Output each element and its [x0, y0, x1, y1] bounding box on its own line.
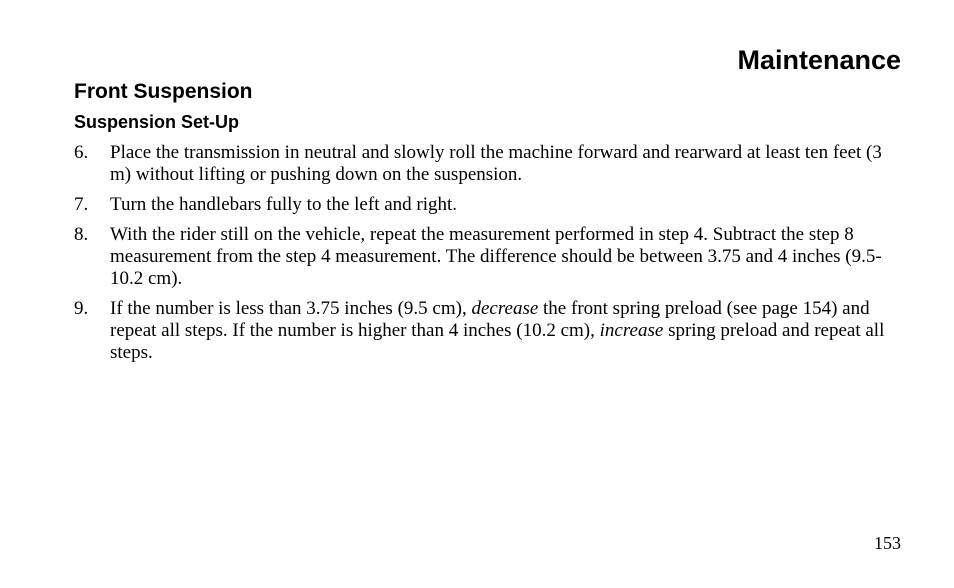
step-number: 7.: [74, 194, 89, 215]
page-number: 153: [874, 533, 901, 553]
step-9: [74, 298, 904, 364]
step-text-part: spring preload and repeat all steps.: [110, 320, 885, 363]
step-text: With the rider still on the vehicle, repeat the measurement performed in step 4. Subtract the step 8 measurement from the step 4 measurement. The difference should be between 3.75 and 4 inches (9.5-10.2 cm).: [110, 224, 882, 289]
step-8: [74, 224, 904, 290]
step-text: Place the transmission in neutral and slowly roll the machine forward and rearward at least ten feet (3 m) without lifting or pushing down on the suspension.: [110, 142, 882, 185]
step-text: [110, 298, 904, 364]
steps-list: [74, 142, 904, 372]
step-text: Turn the handlebars fully to the left and right.: [110, 194, 458, 215]
emphasis-decrease: decrease: [471, 298, 539, 319]
step-6: [74, 142, 904, 186]
section-title: Front Suspension: [74, 80, 253, 103]
step-7: [74, 194, 904, 216]
emphasis-increase: increase: [599, 320, 664, 341]
step-number: 6.: [74, 142, 89, 163]
chapter-title: Maintenance: [737, 45, 901, 75]
step-number: 8.: [74, 224, 89, 245]
step-text-part: the front spring preload (see page 154) and repeat all steps. If the number is higher than 4 inches (10.2 cm),: [110, 298, 870, 341]
subsection-title: Suspension Set-Up: [74, 112, 240, 132]
step-number: 9.: [74, 298, 89, 319]
step-text-part: If the number is less than 3.75 inches (9.5 cm),: [110, 298, 472, 319]
